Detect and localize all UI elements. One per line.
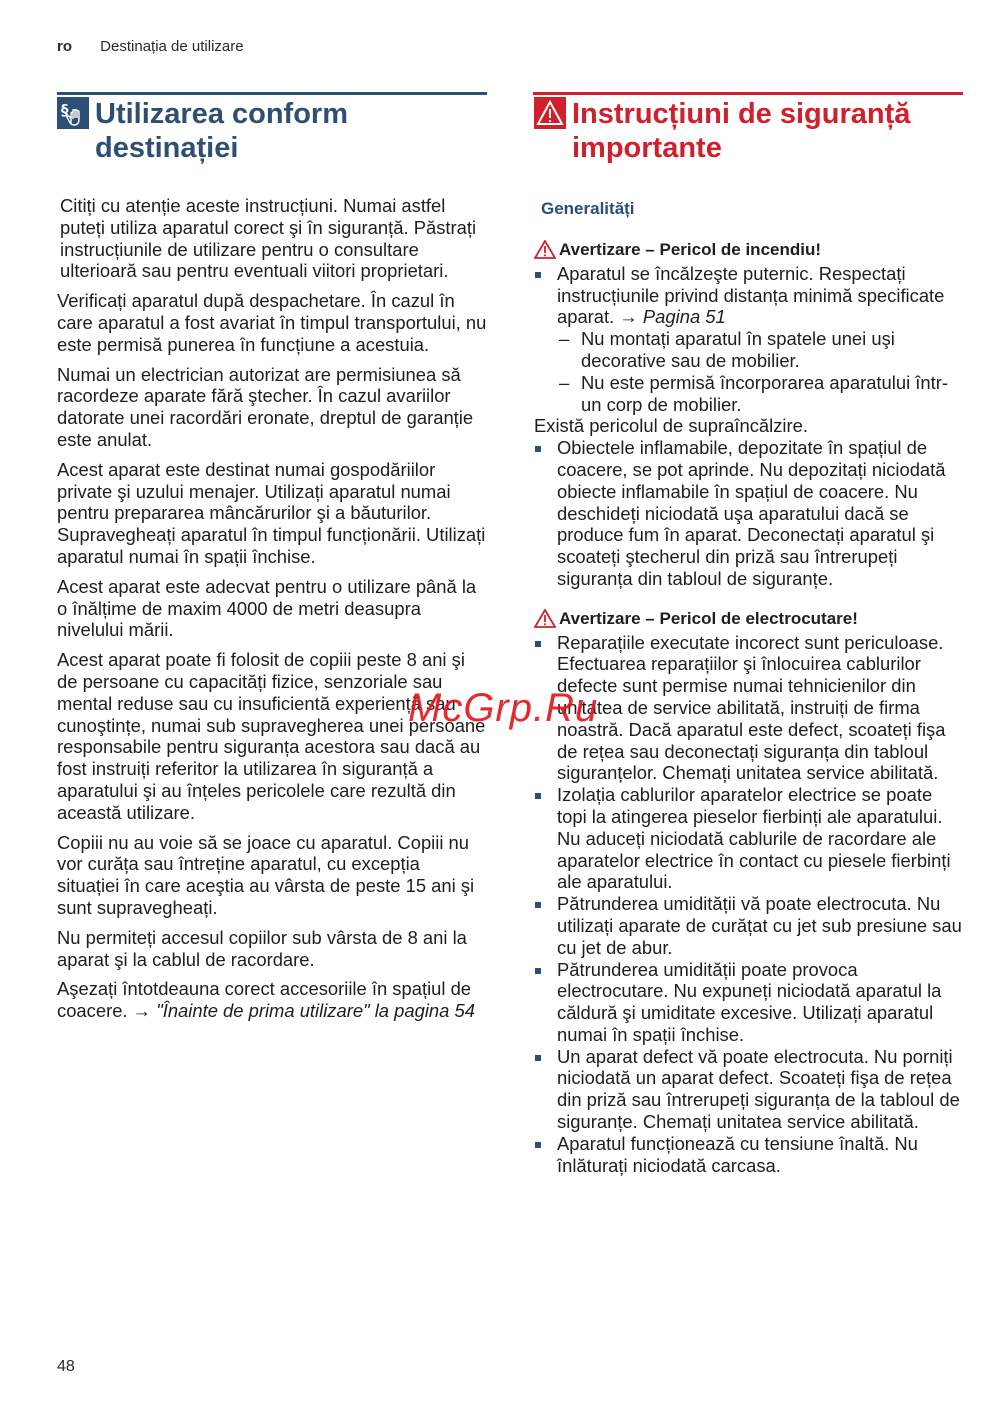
intended-use-heading xyxy=(57,97,487,165)
general-subheading: Generalități xyxy=(541,199,635,218)
list-item: Aparatul funcționează cu tensiune înaltă. Nu înlăturați niciodată carcasa. xyxy=(534,1133,964,1177)
page-number: 48 xyxy=(57,1358,75,1375)
page-reference-link[interactable]: "Înainte de prima utilizare" la pagina 54 xyxy=(156,1000,475,1022)
safety-heading xyxy=(534,97,964,165)
warning-triangle-icon xyxy=(534,240,556,259)
dash-item: – Nu este permisă încorporarea aparatului într-un corp de mobilier. xyxy=(557,372,964,416)
watermark: McGrp.Ru xyxy=(408,686,599,730)
paragraph: Acest aparat este destinat numai gospodăriilor private şi uzului menajer. Utilizați aparatul numai pentru prepararea mâncărurilor şi a băuturilor. Supravegheați aparatul în timpul funcționării. Utilizați aparatul numai în spații închise. xyxy=(57,458,486,567)
intended-use-title-line2: destinației xyxy=(95,132,239,164)
language-code: ro xyxy=(57,38,72,55)
paragraph: Numai un electrician autorizat are permisiunea să racordeze aparate fără ştecher. În cazul avariilor datorate unei racordări eronate, dreptul de garanție este anulat. xyxy=(57,363,474,450)
paragraph: Nu permiteți accesul copiilor sub vârsta de 8 ani la aparat şi la cablul de racordare. xyxy=(57,926,467,970)
paragraph: Copiii nu au voie să se joace cu aparatul. Copiii nu vor curăța sau întreține aparatul, cu excepția situației în care aceştia au vârsta de peste 15 ani şi sunt supravegheați. xyxy=(57,831,475,918)
paragraph xyxy=(57,978,487,1022)
list-item: Izolația cablurilor aparatelor electrice se poate topi la atingerea pieselor fierbinți ale aparatului. Nu aduceți niciodată cablurile de racordare ale aparatelor electrice în contact cu piesele fierbinți ale aparatului. xyxy=(534,784,964,893)
intended-use-title-line1: Utilizarea conform xyxy=(95,98,348,130)
arrow-right-icon: → xyxy=(619,306,638,328)
intended-use-section xyxy=(57,95,487,1030)
heat-warning-text: Aparatul se încălzeşte puternic. Respectați instrucțiunile privind distanța minimă specificate aparat. xyxy=(557,262,945,328)
list-item xyxy=(534,263,964,416)
list-item: Reparațiile executate incorect sunt periculoase. Efectuarea reparațiilor şi înlocuirea cablurilor defecte sunt permise numai tehnicienilor din unitatea de service abilitată, instruiți de firma noastră. Dacă aparatul este defect, scoateți fişa de rețea sau deconectați siguranța din tabloul siguranțelor. Chemați unitatea service abilitată. xyxy=(534,632,964,785)
section-name: Destinația de utilizare xyxy=(100,38,244,55)
warning-triangle-icon xyxy=(534,97,566,129)
paragraph: Verificați aparatul după despachetare. În cazul în care aparatul a fost avariat în timpul transportului, nu este permisă punerea în funcțiune a acestuia. xyxy=(57,290,487,355)
fire-warning-title: Avertizare – Pericol de incendiu! xyxy=(559,240,822,259)
svg-text:§: § xyxy=(61,101,69,119)
fire-warning-heading xyxy=(534,239,964,261)
list-item: Pătrunderea umidității vă poate electrocuta. Nu utilizați aparate de curățat cu jet sub presiune sau cu jet de abur. xyxy=(534,893,964,958)
electric-warning-heading xyxy=(534,608,964,630)
warning-triangle-icon xyxy=(534,609,556,628)
safety-section xyxy=(534,95,964,1176)
paragraph: Acest aparat poate fi folosit de copiii peste 8 ani şi de persoane cu capacități fizice, senzoriale sau mental reduse sau cu insuficientă experiență sau cunoştințe, numai sub supravegherea unei persoane responsabile pentru siguranța acestora sau dacă au fost instruiți referitor la utilizarea în siguranță a aparatului şi au înțeles pericolele care rezultă din această utilizare. xyxy=(57,649,486,823)
accessories-text: Aşezați întotdeauna corect accesoriile în spațiul de coacere. xyxy=(57,978,472,1022)
list-item: Obiectele inflamabile, depozitate în spațiul de coacere, se pot aprinde. Nu depozitați niciodată obiecte inflamabile în spațiul de coacere. Nu deschideți niciodată uşa aparatului dacă se produce fum în aparat. Deconectați aparatul şi scoateți ştecherul din priză sau întrerupeți siguranța din tabloul de siguranțe. xyxy=(534,437,964,590)
list-item: Un aparat defect vă poate electrocuta. Nu porniți niciodată un aparat defect. Scoateți fişa de rețea din priză sau întrerupeți siguranța de la tabloul de siguranțe. Chemați unitatea service abilitată. xyxy=(534,1046,964,1133)
overheating-note: Există pericolul de supraîncălzire. xyxy=(534,415,808,437)
safety-title-line1: Instrucțiuni de siguranță xyxy=(572,98,911,130)
safety-title-line2: importante xyxy=(572,132,722,164)
page-reference-link[interactable]: Pagina 51 xyxy=(642,306,726,328)
paragraph-hand-icon xyxy=(57,97,89,129)
electric-warning-title: Avertizare – Pericol de electrocutare! xyxy=(559,608,858,628)
dash-item: – Nu montați aparatul în spatele unei uşi decorative sau de mobilier. xyxy=(557,328,964,372)
list-item: Pătrunderea umidității poate provoca electrocutare. Nu expuneți niciodată aparatul la căldură şi umiditate excesive. Utilizați aparatul numai în spații închise. xyxy=(534,959,964,1046)
arrow-right-icon: → xyxy=(132,1000,152,1022)
paragraph: Citiți cu atenție aceste instrucțiuni. Numai astfel puteți utiliza aparatul corect şi în siguranță. Păstrați instrucțiunile de utilizare pentru o consultare ulterioară sau pentru eventuali viitori proprietari. xyxy=(60,195,477,282)
paragraph: Acest aparat este adecvat pentru o utilizare până la o înălțime de maxim 4000 de metri deasupra nivelului mării. xyxy=(57,575,477,641)
page-header xyxy=(57,38,244,55)
